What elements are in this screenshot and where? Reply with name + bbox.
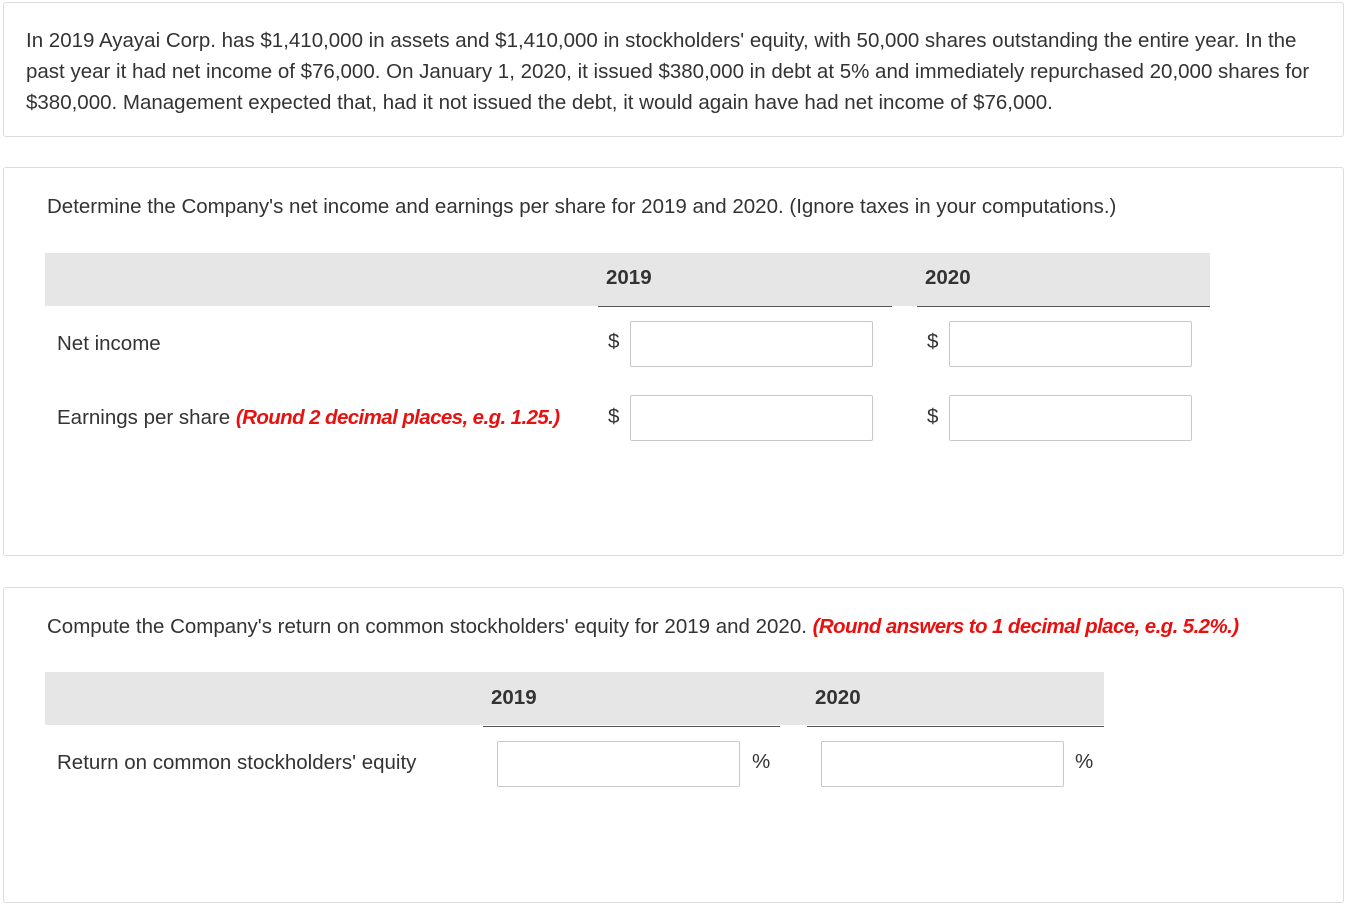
eps-label: [57, 406, 560, 430]
roe-card: [3, 587, 1344, 903]
eps-2020-input[interactable]: [949, 395, 1192, 441]
table-header-band: [45, 672, 1104, 725]
column-rule-2020: [807, 726, 1104, 727]
percent-sign: %: [1075, 750, 1094, 773]
part2-prompt: [47, 613, 1238, 641]
dollar-sign: $: [927, 330, 939, 353]
roe-2020-input[interactable]: [821, 741, 1064, 787]
part2-prompt-text: Compute the Company's return on common stockholders' equity for 2019 and 2020.: [47, 615, 813, 638]
roe-label: Return on common stockholders' equity: [57, 751, 417, 774]
column-rule-2020: [917, 306, 1210, 307]
column-rule-2019: [483, 726, 780, 727]
net-income-label: Net income: [57, 332, 161, 355]
net-income-eps-card: [3, 167, 1344, 556]
problem-statement: In 2019 Ayayai Corp. has $1,410,000 in assets and $1,410,000 in stockholders' equity, with 50,000 shares outstanding the entire year. In the past year it had net income of $76,000. On January 1, 2020, it issued $380,000 in debt at 5% and immediately repurchased 20,000 shares for $380,000. Management expected that, had it not issued the debt, it would again have had net income of $76,000.: [26, 29, 1310, 114]
roe-rounding-note: (Round answers to 1 decimal place, e.g. 5.2%.): [812, 615, 1239, 638]
percent-sign: %: [752, 750, 771, 773]
part1-prompt: Determine the Company's net income and earnings per share for 2019 and 2020. (Ignore taxes in your computations.): [47, 195, 1117, 218]
problem-statement-card: [3, 2, 1344, 137]
eps-rounding-note: (Round 2 decimal places, e.g. 1.25.): [235, 406, 560, 429]
dollar-sign: $: [927, 405, 939, 428]
net-income-2019-input[interactable]: [630, 321, 873, 367]
column-header-2019: 2019: [606, 266, 652, 289]
column-rule-2019: [598, 306, 892, 307]
eps-label-text: Earnings per share: [57, 406, 236, 429]
column-header-2020: 2020: [815, 686, 861, 709]
dollar-sign: $: [608, 330, 620, 353]
dollar-sign: $: [608, 405, 620, 428]
roe-2019-input[interactable]: [497, 741, 740, 787]
column-header-2019: 2019: [491, 686, 537, 709]
eps-2019-input[interactable]: [630, 395, 873, 441]
net-income-2020-input[interactable]: [949, 321, 1192, 367]
column-header-2020: 2020: [925, 266, 971, 289]
